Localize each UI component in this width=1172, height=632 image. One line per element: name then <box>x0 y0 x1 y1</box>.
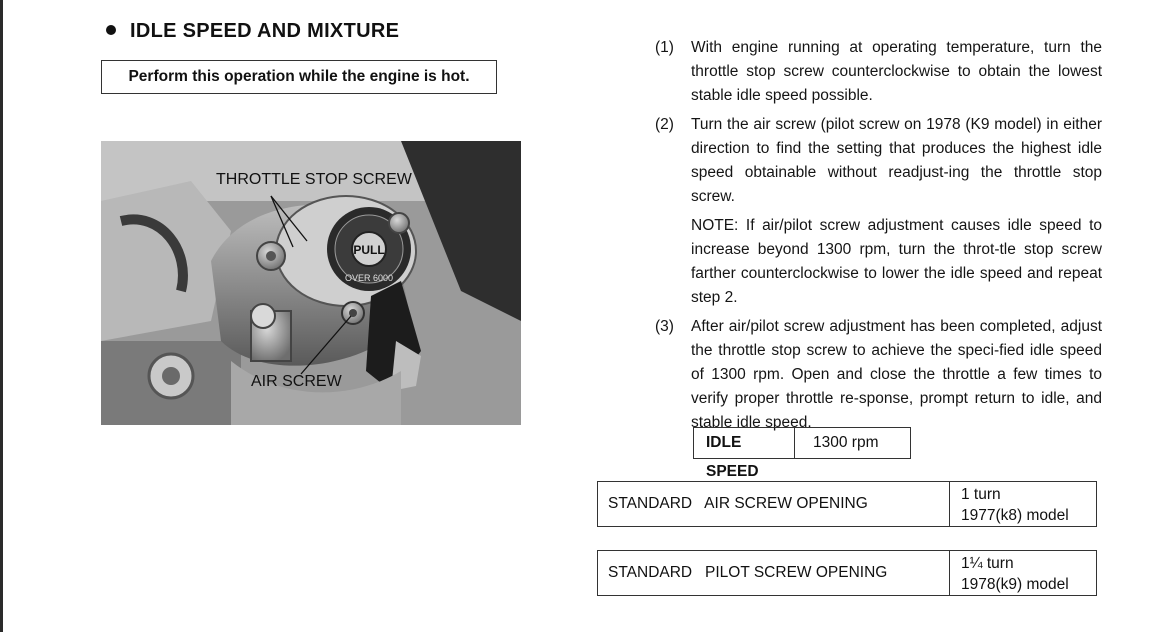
hot-engine-notice: Perform this operation while the engine is hot. <box>101 60 497 94</box>
step-number: (3) <box>655 318 674 335</box>
step-2 <box>655 113 1102 209</box>
idle-speed-value: 1300 rpm <box>813 434 879 451</box>
pilot-screw-model: 1978(k9) model <box>961 576 1069 593</box>
step-text: Turn the air screw (pilot screw on 1978 (K9 model) in either direction to find the setting that produces the highest idle speed obtainable without readjust-ing the throttle stop screw. <box>691 116 1102 205</box>
pilot-screw-spec <box>597 550 1097 596</box>
pilot-screw-turns: 1¼ turn <box>961 555 1014 572</box>
idle-speed-spec <box>693 427 911 480</box>
bullet-icon <box>106 25 116 35</box>
knob-pull-text: PULL <box>353 243 385 257</box>
air-screw-spec <box>597 481 1097 527</box>
pilot-screw-spec-label: STANDARD PILOT SCREW OPENING <box>598 551 950 595</box>
step-3 <box>655 315 1102 435</box>
step-text: After air/pilot screw adjustment has been completed, adjust the throttle stop screw to achieve the speci-fied idle speed of 1300 rpm. Open and close the throttle a few times to verify proper throttle re-sponse, prompt return to idle, and stable idle speed. <box>691 318 1102 431</box>
procedure-steps <box>655 36 1102 440</box>
step-text: With engine running at operating temperature, turn the throttle stop screw counterclockwise to obtain the lowest stable idle speed possible. <box>691 39 1102 104</box>
carburetor-photo <box>101 141 521 425</box>
note-paragraph: NOTE: If air/pilot screw adjustment causes idle speed to increase beyond 1300 rpm, turn the throt-tle stop screw farther counterclockwise to lower the idle speed and repeat step 2. <box>691 217 1102 306</box>
step-1 <box>655 36 1102 108</box>
idle-speed-label: IDLE SPEED <box>694 428 795 458</box>
knob-ring-text: OVER 6000 <box>344 273 394 283</box>
throttle-stop-screw-label: THROTTLE STOP SCREW <box>216 171 412 188</box>
step-number: (2) <box>655 116 674 133</box>
step-number: (1) <box>655 39 674 56</box>
section-heading <box>106 20 399 43</box>
air-screw-spec-label: STANDARD AIR SCREW OPENING <box>598 482 950 526</box>
heading-text: IDLE SPEED AND MIXTURE <box>130 20 400 42</box>
page-edge <box>0 0 3 632</box>
air-screw-model: 1977(k8) model <box>961 507 1069 524</box>
air-screw-turns: 1 turn <box>961 486 1001 503</box>
air-screw-label: AIR SCREW <box>251 373 342 390</box>
